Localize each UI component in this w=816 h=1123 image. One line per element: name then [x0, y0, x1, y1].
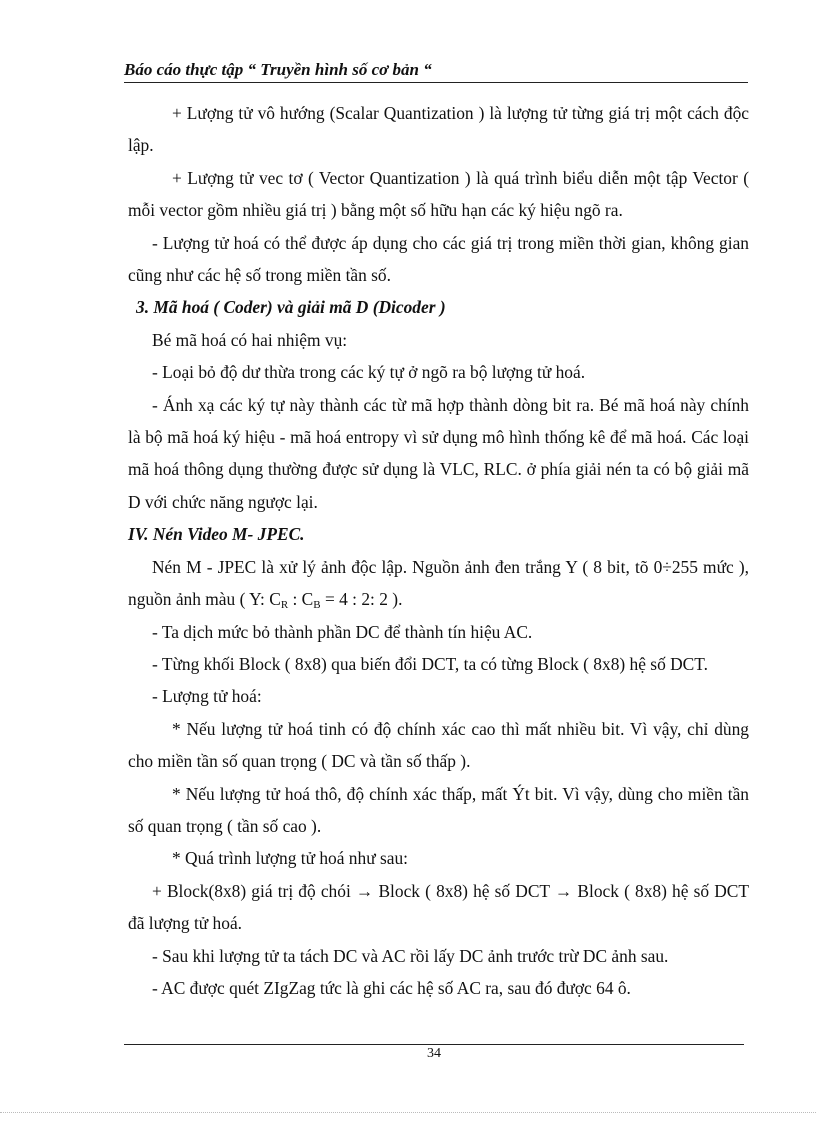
mjpeg-intro-text-c: = 4 : 2: 2 ). — [320, 589, 403, 610]
paragraph-dct-block: - Từng khối Block ( 8x8) qua biến đổi DCT, ta có từng Block ( 8x8) hệ số DCT. — [152, 653, 708, 674]
subscript-r: R — [280, 599, 289, 612]
paragraph-block-flow: + Block(8x8) giá trị độ chói → Block ( 8x8) hệ số DCT → Block ( 8x8) hệ số DCT đã lượng tử hoá. — [128, 880, 749, 934]
paragraph-scalar-quantization: + Lượng tử vô hướng (Scalar Quantization ) là lượng tử từng giá trị một cách độc lập. — [128, 103, 749, 156]
mjpeg-intro-text-a: Nén M - JPEC là xử lý ảnh độc lập. Nguồn ảnh đen trắng Y ( 8 bit, tõ 0÷255 mức ), nguồn ảnh màu ( Y: C — [128, 556, 749, 610]
document-body — [128, 97, 749, 1004]
subscript-b: B — [313, 599, 321, 612]
page-number: 34 — [427, 1046, 441, 1061]
paragraph-vector-quantization: + Lượng tử vec tơ ( Vector Quantization ) là quá trình biểu diễn một tập Vector ( mỗi vector gồm nhiều giá trị ) bằng một số hữu hạn các ký hiệu ngõ ra. — [128, 167, 749, 221]
paragraph-coder-tasks: Bé mã hoá có hai nhiệm vụ: — [152, 329, 348, 350]
paragraph-coarse-quantization: * Nếu lượng tử hoá thô, độ chính xác thấp, mất Ýt bit. Vì vậy, dùng cho miền tần số quan trọng ( tần số cao ). — [128, 783, 749, 836]
paragraph-mjpeg-intro — [128, 551, 749, 616]
section-heading-coder: 3. Mã hoá ( Coder) và giải mã D (Dicoder ) — [136, 297, 446, 318]
paragraph-remove-redundancy: - Loại bỏ độ dư thừa trong các ký tự ở ngõ ra bộ lượng tử hoá. — [152, 362, 586, 383]
paragraph-dc-shift: - Ta dịch mức bỏ thành phần DC để thành tín hiệu AC. — [152, 621, 533, 642]
footer-divider — [124, 1044, 744, 1045]
paragraph-zigzag-scan: - AC được quét ZIgZag tức là ghi các hệ số AC ra, sau đó được 64 ô. — [152, 977, 631, 998]
paragraph-quantization-domains: - Lượng tử hoá có thể được áp dụng cho các giá trị trong miền thời gian, không gian cũng như các hệ số trong miền tần số. — [128, 232, 749, 286]
paragraph-quantization-label: - Lượng tử hoá: — [152, 686, 262, 707]
paragraph-quantization-process: * Quá trình lượng tử hoá như sau: — [172, 848, 408, 869]
running-header: Báo cáo thực tập “ Truyền hình số cơ bản “ — [124, 60, 748, 83]
paragraph-fine-quantization: * Nếu lượng tử hoá tinh có độ chính xác cao thì mất nhiều bit. Vì vậy, chỉ dùng cho miền tần số quan trọng ( DC và tần số thấp ). — [128, 718, 749, 772]
mjpeg-intro-text-b: : C — [288, 589, 314, 610]
paragraph-dc-ac-separation: - Sau khi lượng tử ta tách DC và AC rồi lấy DC ảnh trước trừ DC ảnh sau. — [152, 945, 669, 966]
page-bottom-border — [0, 1112, 816, 1113]
paragraph-mapping-entropy: - Ánh xạ các ký tự này thành các từ mã hợp thành dòng bit ra. Bé mã hoá này chính là bộ mã hoá ký hiệu - mã hoá entropy vì sử dụng mô hình thống kê để mã hoá. Các loại mã hoá thông dụng thường được sử dụng là VLC, RLC. ở phía giải nén ta có bộ giải mã D với chức năng ngược lại. — [128, 394, 749, 512]
section-heading-mjpeg: IV. Nén Video M- JPEC. — [128, 524, 305, 545]
